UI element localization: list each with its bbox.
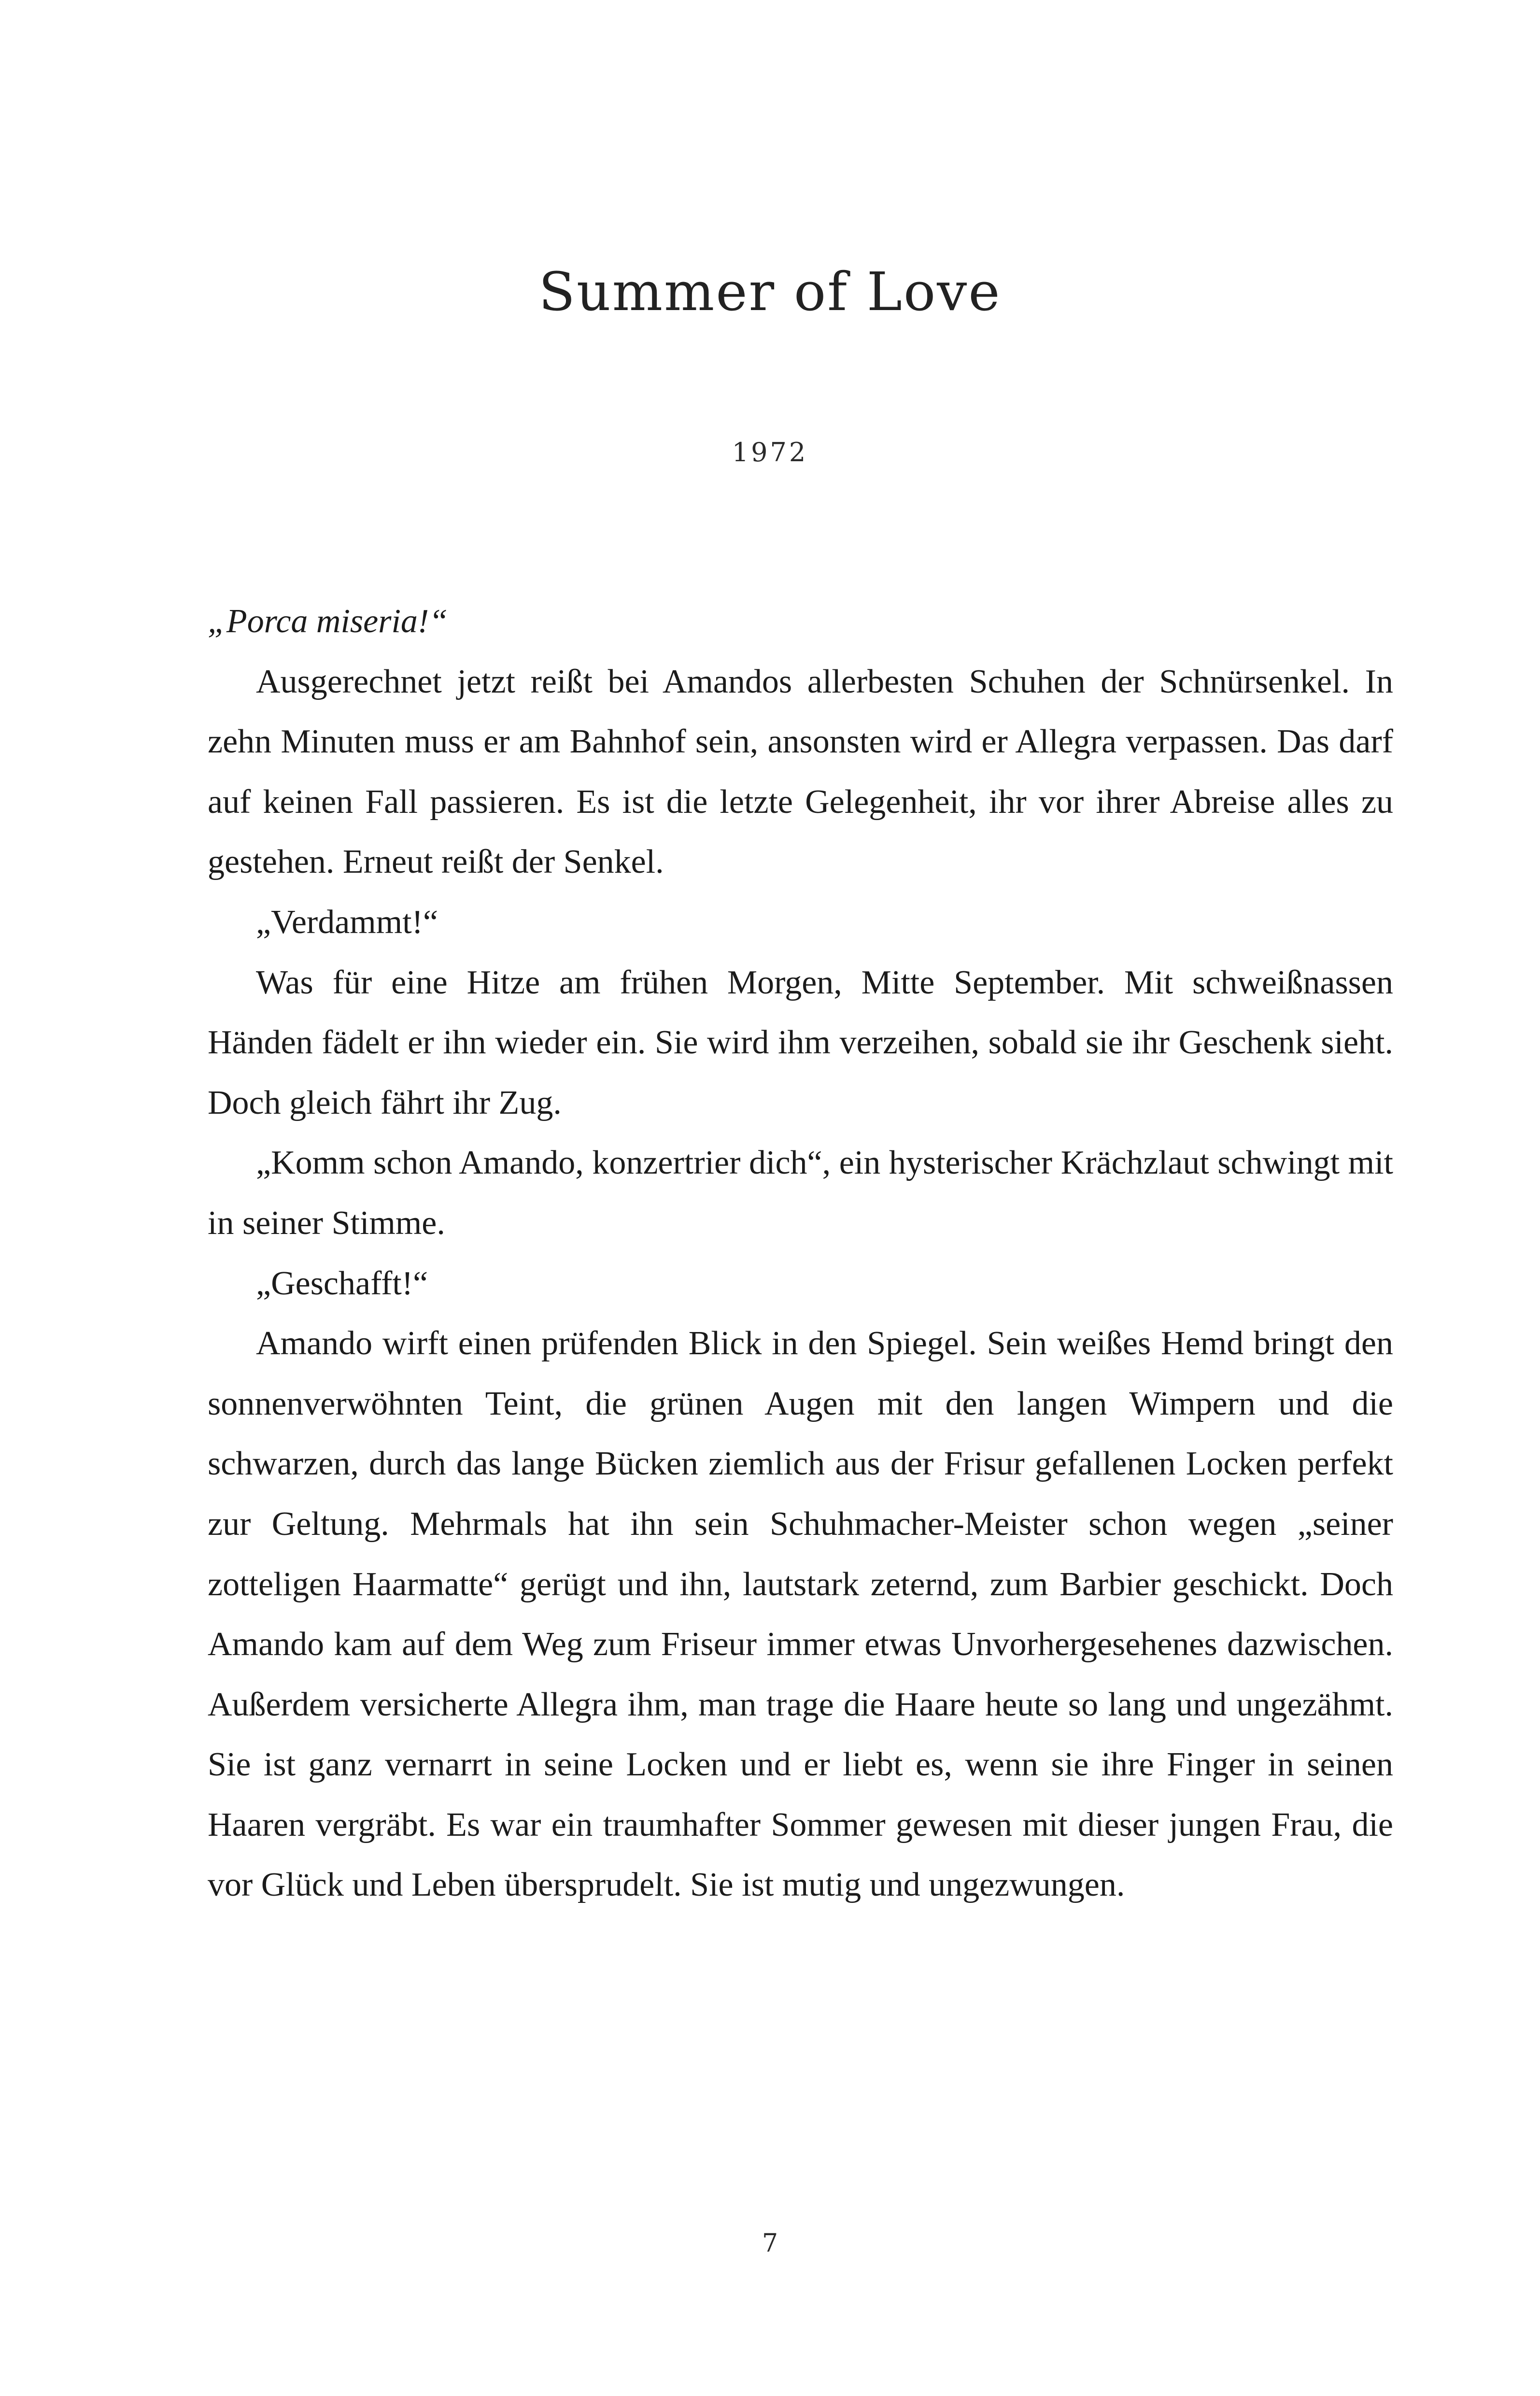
- paragraph: Was für eine Hitze am frühen Morgen, Mitte September. Mit schweißnassen Händen fädelt er ihn wieder ein. Sie wird ihm verzeihen, sobald sie ihr Geschenk sieht. Doch gleich fährt ihr Zug.: [208, 964, 1393, 1121]
- page-number: 7: [762, 2229, 778, 2258]
- paragraph: „Porca miseria!“: [208, 603, 448, 640]
- paragraph: „Komm schon Amando, konzertrier dich“, ein hysterischer Krächzlaut schwingt mit in seiner Stimme.: [208, 1144, 1393, 1242]
- paragraph: Amando wirft einen prüfenden Blick in den Spiegel. Sein weißes Hemd bringt den sonnenverwöhnten Teint, die grünen Augen mit den langen Wimpern und die schwarzen, durch das lange Bücken ziemlich aus der Frisur gefallenen Locken perfekt zur Geltung. Mehrmals hat ihn sein Schuhmacher-Meister schon wegen „seiner zotteligen Haarmatte“ gerügt und ihn, lautstark zeternd, zum Barbier geschickt. Doch Amando kam auf dem Weg zum Friseur immer etwas Unvorhergesehenes dazwischen. Außerdem versicherte Allegra ihm, man trage die Haare heute so lang und ungezähmt. Sie ist ganz vernarrt in seine Locken und er liebt es, wenn sie ihre Finger in seinen Haaren vergräbt. Es war ein traumhafter Sommer gewesen mit dieser jungen Frau, die vor Glück und Leben übersprudelt. Sie ist mutig und ungezwungen.: [208, 1325, 1393, 1904]
- paragraph: „Geschafft!“: [256, 1264, 428, 1302]
- chapter-title: Summer of Love: [538, 261, 1002, 323]
- chapter-year: 1972: [732, 437, 808, 468]
- paragraph: „Verdammt!“: [256, 903, 438, 941]
- paragraph: Ausgerechnet jetzt reißt bei Amandos allerbesten Schuhen der Schnürsenkel. In zehn Minuten muss er am Bahnhof sein, ansonsten wird er Allegra verpassen. Das darf auf keinen Fall passieren. Es ist die letzte Gelegenheit, ihr vor ihrer Abreise alles zu gestehen. Erneut reißt der Senkel.: [208, 663, 1393, 881]
- body-text: [208, 592, 1393, 1915]
